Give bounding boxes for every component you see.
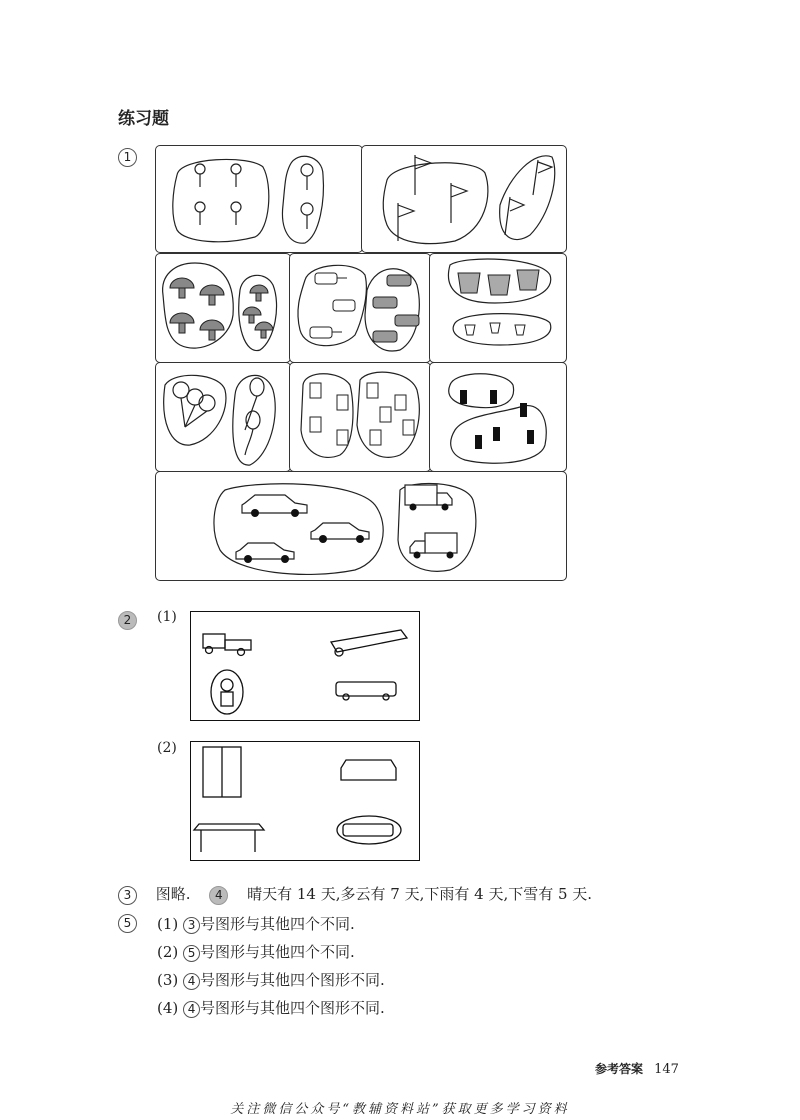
q3-number: 3 bbox=[118, 886, 137, 905]
q1-drawings bbox=[155, 145, 566, 581]
q5-item: (3) 4 号图形与其他四个图形不同. bbox=[157, 971, 385, 989]
q1-number: 1 bbox=[118, 146, 137, 167]
page-number: 147 bbox=[654, 1062, 679, 1077]
q1-figure-grid bbox=[155, 145, 566, 581]
q2-part2-figure bbox=[190, 741, 420, 861]
q5-number: 5 bbox=[118, 913, 137, 933]
q2-number: 2 bbox=[118, 609, 137, 630]
q5-item: (1) 3 号图形与其他四个不同. bbox=[157, 915, 355, 933]
q5-item: (4) 4 号图形与其他四个图形不同. bbox=[157, 999, 385, 1017]
q2-part2-label: (2) bbox=[157, 740, 177, 756]
page-footer bbox=[595, 1058, 679, 1077]
footer-label: 参考答案 bbox=[595, 1062, 644, 1076]
q3-line bbox=[118, 883, 592, 905]
q4-text: 晴天有 14 天,多云有 7 天,下雨有 4 天,下雪有 5 天. bbox=[247, 885, 593, 903]
q2-part1-figure bbox=[190, 611, 420, 721]
flower-icon bbox=[195, 164, 313, 229]
q2-part1-label: (1) bbox=[157, 609, 177, 625]
q3-text: 图略. bbox=[155, 885, 191, 903]
watermark: 关注微信公众号“教辅资料站”获取更多学习资料 bbox=[230, 1102, 570, 1117]
q5-item: (2) 5 号图形与其他四个不同. bbox=[157, 943, 355, 961]
section-title: 练习题 bbox=[118, 109, 169, 129]
q4-number: 4 bbox=[209, 886, 228, 905]
